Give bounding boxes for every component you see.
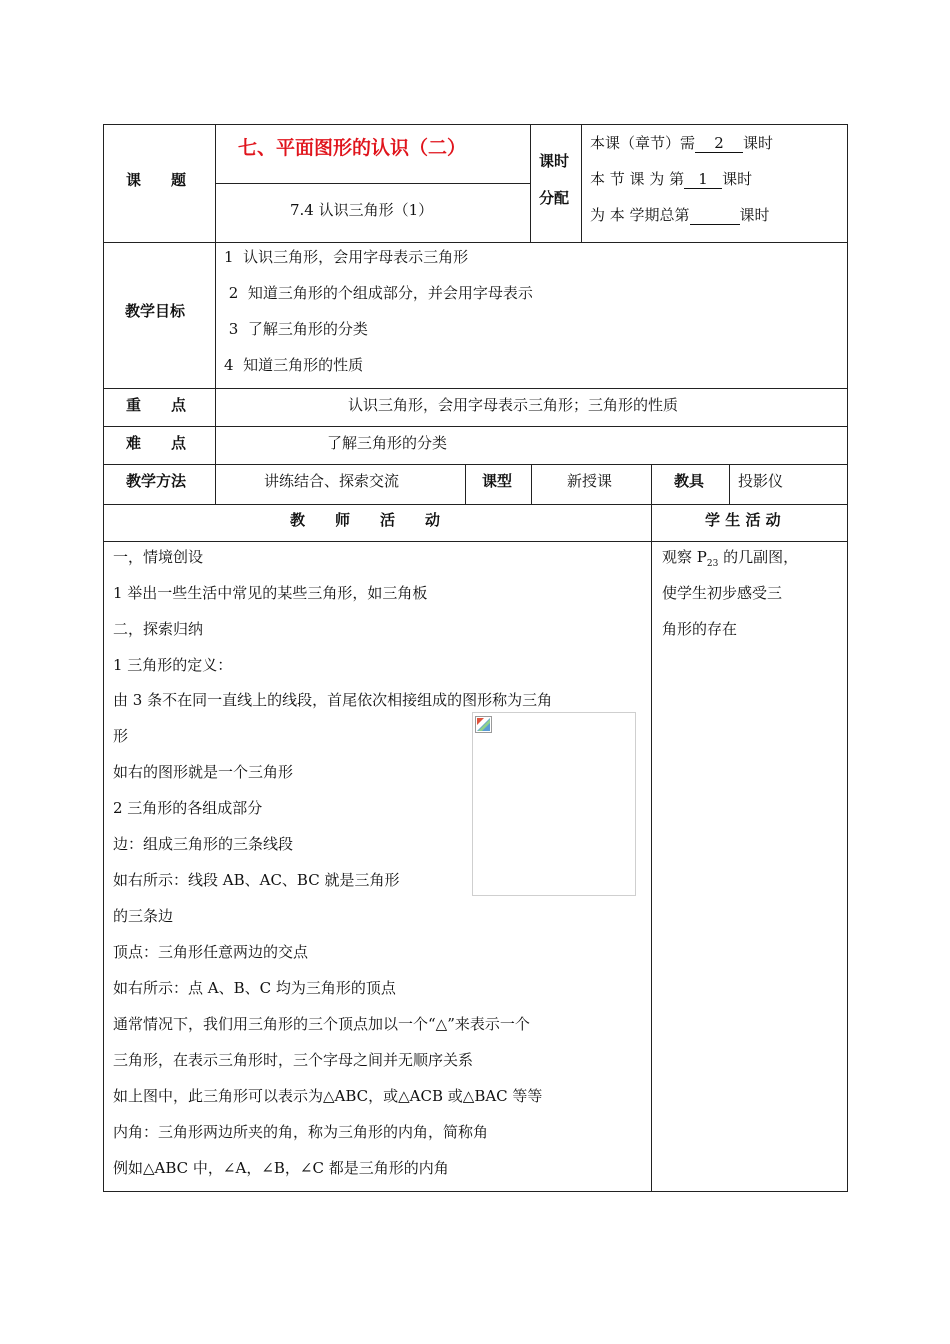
lesson-type-label: 课型 xyxy=(482,472,513,490)
list-item: 三角形，在表示三角形时，三个字母之间并无顺序关系 xyxy=(113,1051,474,1069)
period-label: 课时 xyxy=(539,152,570,170)
lesson-type-value: 新授课 xyxy=(567,472,613,490)
list-item: 例如△ABC 中，∠A，∠B，∠C 都是三角形的内角 xyxy=(113,1159,449,1177)
method-label: 教学方法 xyxy=(126,472,187,490)
topic-label: 课 题 xyxy=(126,171,187,189)
column-divider xyxy=(530,124,531,242)
list-item: 形 xyxy=(113,727,129,745)
list-item: 顶点：三角形任意两边的交点 xyxy=(113,943,309,961)
period-label: 分配 xyxy=(539,189,570,207)
teaching-tool-label: 教具 xyxy=(674,472,705,490)
column-divider xyxy=(729,464,730,504)
triangle-figure xyxy=(472,712,636,896)
list-item: 1 举出一些生活中常见的某些三角形，如三角板 xyxy=(113,584,428,602)
list-item: 如右所示：线段 AB、AC、BC 就是三角形 xyxy=(113,871,400,889)
objective-item: 2 知道三角形的个组成部分，并会用字母表示 xyxy=(224,284,533,302)
student-activity-line: 观察 $P_{23}$ 的几副图， xyxy=(662,548,799,569)
objectives-label: 教学目标 xyxy=(125,302,186,320)
column-divider xyxy=(465,464,466,504)
broken-image-icon xyxy=(475,716,492,733)
lesson-subtitle: 7.4 认识三角形（1） xyxy=(290,201,434,219)
list-item: 边：组成三角形的三条线段 xyxy=(113,835,294,853)
list-item: 由 3 条不在同一直线上的线段，首尾依次相接组成的图形称为三角 xyxy=(113,691,553,709)
table-border-bottom xyxy=(103,1191,848,1192)
teacher-activity-header: 教 师 活 动 xyxy=(290,511,441,529)
key-point-text: 认识三角形，会用字母表示三角形；三角形的性质 xyxy=(348,396,679,414)
list-item: 如上图中，此三角形可以表示为△ABC，或△ACB 或△BAC 等等 xyxy=(113,1087,543,1105)
lesson-number-value: 1 xyxy=(684,171,722,189)
difficulty-text: 了解三角形的分类 xyxy=(327,434,448,452)
label-column-divider xyxy=(215,124,216,504)
objective-item: 3 了解三角形的分类 xyxy=(224,320,368,338)
list-item: 如右所示：点 A、B、C 均为三角形的顶点 xyxy=(113,979,396,997)
row-divider xyxy=(103,541,848,542)
method-value: 讲练结合、探索交流 xyxy=(264,472,400,490)
page-title: 七、平面图形的认识（二） xyxy=(238,137,467,159)
student-activity-line: 角形的存在 xyxy=(662,620,738,638)
list-item: 的三条边 xyxy=(113,907,174,925)
chapter-hours-line: 本课（章节）需 2 课时 xyxy=(590,134,774,152)
table-border-left xyxy=(103,124,104,1192)
lesson-number-line: 本 节 课 为 第 1 课时 xyxy=(590,170,753,188)
chapter-hours-value: 2 xyxy=(695,135,743,153)
objective-item: 4 知道三角形的性质 xyxy=(224,356,364,374)
column-divider xyxy=(531,464,532,504)
title-divider xyxy=(215,183,530,184)
row-divider xyxy=(103,504,848,505)
term-total-line: 为 本 学期总第 课时 xyxy=(590,206,770,224)
student-activity-header: 学 生 活 动 xyxy=(705,511,781,529)
column-divider xyxy=(651,464,652,1192)
list-item: 通常情况下，我们用三角形的三个顶点加以一个“△”来表示一个 xyxy=(113,1015,530,1033)
list-item: 2 三角形的各组成部分 xyxy=(113,799,263,817)
teaching-tool-value: 投影仪 xyxy=(738,472,784,490)
column-divider xyxy=(581,124,582,242)
table-border-right xyxy=(847,124,848,1192)
list-item: 一，情境创设 xyxy=(113,548,204,566)
term-total-value xyxy=(690,207,740,225)
list-item: 二，探索归纳 xyxy=(113,620,204,638)
list-item: 如右的图形就是一个三角形 xyxy=(113,763,294,781)
list-item: 内角：三角形两边所夹的角，称为三角形的内角，简称角 xyxy=(113,1123,489,1141)
student-activity-line: 使学生初步感受三 xyxy=(662,584,783,602)
list-item: 1 三角形的定义： xyxy=(113,656,233,674)
objective-item: 1 认识三角形，会用字母表示三角形 xyxy=(224,248,469,266)
difficulty-label: 难 点 xyxy=(126,434,187,452)
key-point-label: 重 点 xyxy=(126,396,187,414)
